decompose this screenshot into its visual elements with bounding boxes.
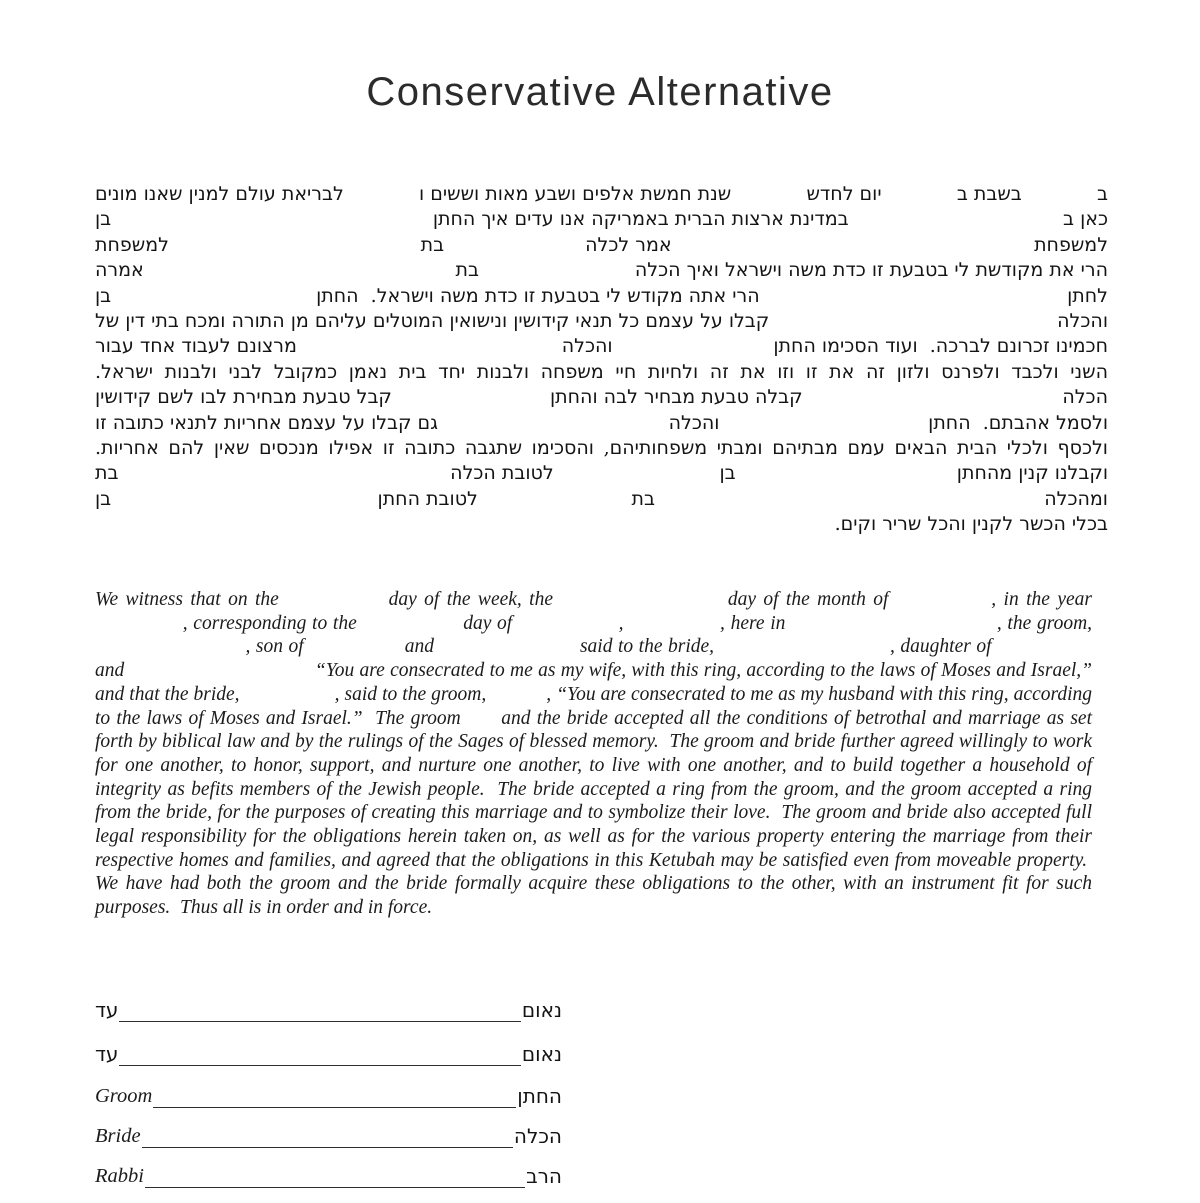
hebrew-text-segment: ולסמל אהבתם. החתן xyxy=(928,411,1108,434)
english-text-segment: We witness that on the xyxy=(95,589,287,610)
hebrew-text-segment: והכלה xyxy=(561,335,613,358)
hebrew-line xyxy=(95,462,1108,487)
hebrew-text-segment: והכלה xyxy=(668,411,720,434)
hebrew-text-segment: שנת חמשת אלפים ושבע מאות וששים ו xyxy=(419,183,732,205)
english-text-segment: and xyxy=(404,636,440,658)
hebrew-text-segment: לטובת החתן xyxy=(377,487,478,510)
hebrew-text-block xyxy=(95,183,1108,538)
english-paragraph xyxy=(95,588,1092,920)
signature-row-bride xyxy=(95,1123,562,1148)
hebrew-text-segment: וקבלנו קנין מהחתן xyxy=(956,462,1108,485)
hebrew-text-segment: כאן ב xyxy=(1063,208,1108,231)
hebrew-text-segment: בכלי הכשר לקנין והכל שריר וקים. xyxy=(834,513,1108,536)
hebrew-line xyxy=(95,310,1108,335)
fill-in-blank-gap xyxy=(560,604,720,605)
english-text-segment: , daughter of xyxy=(890,636,998,658)
signature-row-groom xyxy=(95,1083,562,1108)
signature-left-label: עד xyxy=(95,1042,119,1066)
fill-in-blank-gap xyxy=(130,675,310,676)
hebrew-text-segment: יום לחדש xyxy=(806,183,882,205)
hebrew-line xyxy=(95,386,1108,411)
hebrew-line xyxy=(95,259,1108,284)
fill-in-blank-gap xyxy=(629,628,714,629)
fill-in-blank-gap xyxy=(309,651,399,652)
hebrew-text-segment: גם קבלו על עצמם אחריות לתנאי כתובה זו xyxy=(95,411,438,434)
hebrew-text-segment: בן xyxy=(719,462,736,485)
hebrew-line xyxy=(95,285,1108,310)
hebrew-text-segment: אמרה xyxy=(95,259,144,282)
hebrew-line xyxy=(95,488,1108,513)
fill-in-blank-gap xyxy=(997,651,1092,652)
fill-in-blank-gap xyxy=(791,628,991,629)
hebrew-line xyxy=(95,437,1108,462)
signature-row-rabbi xyxy=(95,1163,562,1188)
english-text-segment: and xyxy=(95,660,130,682)
fill-in-blank-gap xyxy=(362,628,457,629)
hebrew-text-segment: בן xyxy=(95,208,112,231)
hebrew-text-segment: לבריאת עולם למנין שאנו מונים xyxy=(94,183,344,205)
signature-line xyxy=(119,1000,520,1022)
hebrew-text-segment: בת xyxy=(420,233,445,256)
hebrew-text-segment: לחתן xyxy=(1067,284,1108,307)
fill-in-blank-gap xyxy=(518,628,613,629)
signature-left-label: Groom xyxy=(95,1085,153,1107)
hebrew-text-segment: לטובת הכלה xyxy=(450,462,554,485)
hebrew-text-segment: קבלו על עצמם כל תנאי קידושין ונישואין המוטלים עליהם מן התורה ומכח בתי דין של xyxy=(95,309,770,332)
hebrew-text-segment: הרי אתה מקודש לי בטבעת זו כדת משה וישראל. החתן xyxy=(316,284,760,307)
english-text-segment: and the bride accepted all the conditions of betrothal and marriage as set forth by biblical law and by the rulings of the Sages of blessed memory. The groom and bride further agreed willingly to work for one another, to honor, support, and nurture one another, to live with one another, and to build together a household of integrity as befits members of the Jewish people. The bride accepted a ring from the groom, and the groom accepted a ring from the bride, for the purposes of creating this marriage and to symbolize their love. The groom and bride also accepted full legal responsibility for the obligations herein taken on, as well as for the various property entering the marriage from their respective homes and families, and agreed that the obligations in this Ketubah may be satisfied even from moveable property. We have had both the groom and the bride formally acquire these obligations to the other, with an instrument fit for such purposes. Thus all is in order and in force. xyxy=(95,707,1092,919)
hebrew-line xyxy=(95,234,1108,259)
english-text-segment: day of the month of xyxy=(727,589,896,610)
english-text-segment: , corresponding to the xyxy=(182,612,363,634)
hebrew-text-segment: השני ולכבד ולפרנס ולזון זה את זו וזו את זה ולחיות חיי משפחה ולבנות יחד בית נאמן כמקובל לבני ולבנות ישראל. xyxy=(95,360,1108,383)
hebrew-text-segment: בת xyxy=(455,259,479,282)
english-text-segment: said to the bride, xyxy=(579,636,720,658)
signature-line xyxy=(119,1044,520,1066)
signature-row-witness-1 xyxy=(95,997,562,1022)
hebrew-text-segment: מרצונם לעבוד אחד עבור xyxy=(95,335,297,358)
fill-in-blank-gap xyxy=(720,651,885,652)
fill-in-blank-gap xyxy=(95,651,240,652)
english-text-block xyxy=(95,588,1092,920)
hebrew-text-segment: בת xyxy=(631,487,655,510)
signature-right-label: נאום xyxy=(521,1042,562,1066)
hebrew-line xyxy=(95,208,1108,233)
english-text-segment: , said to the groom, xyxy=(334,683,492,705)
signature-line xyxy=(145,1166,525,1188)
fill-in-blank-gap xyxy=(491,699,541,700)
signature-right-label: נאום xyxy=(521,998,562,1022)
fill-in-blank-gap xyxy=(95,628,177,629)
english-text-segment: , here in xyxy=(719,612,792,634)
signature-left-label: עד xyxy=(95,998,119,1022)
hebrew-text-segment: ומהכלה xyxy=(1044,487,1108,510)
english-text-segment: , the groom, xyxy=(996,612,1093,634)
hebrew-text-segment: במדינת ארצות הברית באמריקה אנו עדים איך החתן xyxy=(432,208,849,231)
english-text-segment: “You are consecrated to me as my wife, with this ring, according to the laws of Moses and Israel,” and that the bride, xyxy=(95,660,1092,705)
fill-in-blank-gap xyxy=(286,604,381,605)
hebrew-line xyxy=(95,183,1108,208)
hebrew-text-segment: בת xyxy=(94,462,119,485)
hebrew-line xyxy=(95,335,1108,360)
hebrew-text-segment: ולכסף ולכלי הבית הבאים עמם מבתיהם ומבתי משפחותיהם, והסכימו שתגבה כתובה זו אפילו מנכסים שאין להם אחריות. xyxy=(95,436,1108,459)
signature-row-witness-2 xyxy=(95,1041,562,1066)
signature-line xyxy=(142,1126,513,1148)
signature-right-label: החתן xyxy=(517,1084,562,1108)
signature-right-label: הכלה xyxy=(513,1124,562,1148)
english-text-segment: day of xyxy=(463,612,518,634)
english-text-segment: , in the year xyxy=(991,589,1092,610)
hebrew-text-segment: בן xyxy=(95,284,112,307)
hebrew-text-segment: קבל טבעת מבחירת לבו לשם קידושין xyxy=(95,386,392,409)
page-title: Conservative Alternative xyxy=(366,70,834,114)
hebrew-text-segment: למשפחת xyxy=(1034,233,1108,256)
signature-left-label: Bride xyxy=(95,1125,141,1147)
hebrew-text-segment: קבלה טבעת מבחיר לבה והחתן xyxy=(549,386,803,409)
fill-in-blank-gap xyxy=(467,723,495,724)
fill-in-blank-gap xyxy=(439,651,574,652)
hebrew-text-segment: בשבת ב xyxy=(956,183,1022,205)
signature-left-label: Rabbi xyxy=(95,1165,144,1187)
english-text-segment: , xyxy=(618,612,630,634)
english-text-segment: day of the week, the xyxy=(388,589,561,610)
fill-in-blank-gap xyxy=(245,699,330,700)
hebrew-text-segment: הכלה xyxy=(1062,386,1108,409)
hebrew-line xyxy=(95,361,1108,386)
signature-line xyxy=(153,1086,516,1108)
hebrew-text-segment: בן xyxy=(95,487,112,510)
hebrew-line xyxy=(95,513,1108,538)
fill-in-blank-gap xyxy=(896,604,984,605)
hebrew-text-segment: והכלה xyxy=(1057,309,1108,332)
hebrew-text-segment: למשפחת xyxy=(95,233,169,256)
english-text-segment: , “You are consecrated to me as my husband with this ring, according to the laws of Moses and Israel.” The groom xyxy=(95,683,1093,729)
signature-right-label: הרב xyxy=(526,1164,562,1188)
hebrew-text-segment: אמר לכלה xyxy=(585,233,672,256)
hebrew-text-segment: ב xyxy=(1097,183,1108,205)
hebrew-line xyxy=(95,412,1108,437)
hebrew-text-segment: חכמינו זכרונם לברכה. ועוד הסכימו החתן xyxy=(773,335,1108,358)
english-text-segment: , son of xyxy=(245,636,310,658)
signature-block xyxy=(95,997,562,1203)
hebrew-text-segment: הרי את מקודשת לי בטבעת זו כדת משה וישראל ואיך הכלה xyxy=(634,259,1108,282)
